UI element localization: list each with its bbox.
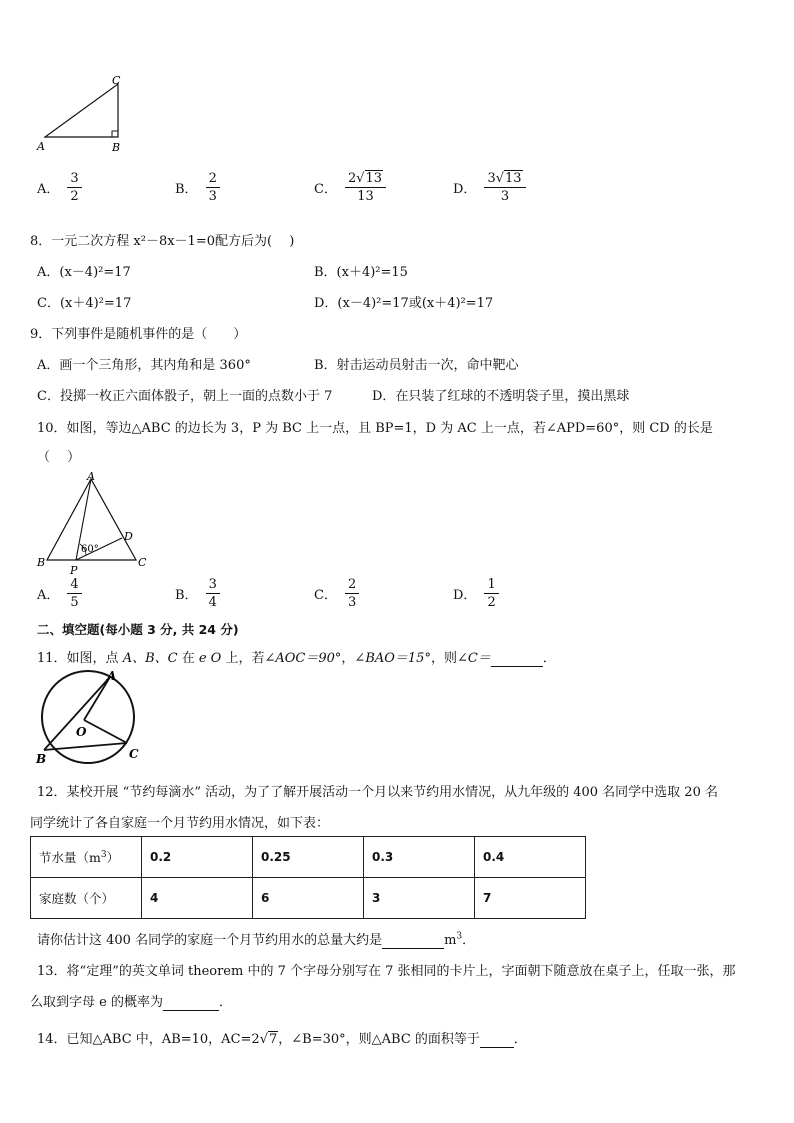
q9-stem: 9．下列事件是随机事件的是（ ） <box>30 327 247 342</box>
q7-option-c-fraction <box>345 172 386 203</box>
table-cell: 4 <box>142 878 253 919</box>
q13-line2-text: 么取到字母 e 的概率为 <box>30 995 163 1010</box>
q11-mid1: 在 <box>177 651 199 666</box>
q10-option-c-fraction <box>345 578 359 609</box>
table-cell: 0.3 <box>364 837 475 878</box>
q7-label-c: C <box>112 74 121 87</box>
q7-triangle <box>45 84 118 137</box>
q12-row1-label <box>31 837 142 878</box>
q11-end: ． <box>542 651 556 666</box>
q11-target: ∠C＝ <box>456 651 491 666</box>
q14-post: ，∠B=30°，则△ABC 的面积等于 <box>278 1032 480 1047</box>
coefficient: 3 <box>487 171 496 186</box>
q8-option-d: D．(x－4)²=17或(x＋4)²=17 <box>314 296 494 311</box>
q11-label-c: C <box>129 747 139 761</box>
q11-separator: ， <box>341 651 355 666</box>
superscript: 3 <box>100 849 107 860</box>
q10-option-d-fraction <box>484 578 498 609</box>
fraction-numerator: 3√13 <box>484 172 525 188</box>
row-label-close: ） <box>106 850 120 865</box>
q7-triangle-diagram <box>30 74 130 156</box>
q12-question-text: 请你估计这 400 名同学的家庭一个月节约用水的总量大约是 <box>37 933 383 948</box>
q10-option-b <box>175 578 220 609</box>
q11-segment-bc <box>44 743 127 750</box>
q7-option-c <box>314 172 386 203</box>
radicand: 13 <box>505 171 522 186</box>
q10-option-c <box>314 578 359 609</box>
q10-option-c-label: C． <box>314 588 337 603</box>
q11-label-a: A <box>107 669 117 683</box>
q9-option-c: C．投掷一枚正六面体骰子，朝上一面的点数小于 7 <box>37 389 333 404</box>
q7-option-d-label: D． <box>453 182 477 197</box>
q7-option-a-label: A． <box>37 182 60 197</box>
table-row <box>31 837 586 878</box>
q12-stem-line1: 12．某校开展 “节约每滴水” 活动，为了了解开展活动一个月以来节约用水情况，从九年级的 400 名同学中选取 20 名 <box>37 785 718 800</box>
q11-prefix: 11．如图，点 <box>37 651 123 666</box>
table-row <box>31 878 586 919</box>
q10-option-d <box>453 578 499 609</box>
q10-option-a-fraction <box>67 578 81 609</box>
fraction-denominator: 2 <box>70 189 79 204</box>
q13-stem-line2 <box>30 991 232 1011</box>
q7-option-a <box>37 172 82 203</box>
q14-answer-blank <box>480 1032 514 1048</box>
q10-option-b-fraction <box>206 578 220 609</box>
q8-stem: 8．一元二次方程 x²－8x－1=0配方后为( ) <box>30 234 295 249</box>
fraction-denominator: 3 <box>208 189 217 204</box>
q11-condition-aoc: ∠AOC＝90° <box>264 651 342 666</box>
q7-option-d-fraction <box>484 172 525 203</box>
q7-option-c-label: C． <box>314 182 337 197</box>
radicand: 13 <box>365 171 383 186</box>
q13-end: ． <box>218 995 232 1010</box>
q10-label-c: C <box>138 556 147 569</box>
q10-option-d-label: D． <box>453 588 477 603</box>
q11-points: A、B、C <box>122 651 178 666</box>
q10-label-p: P <box>70 564 78 576</box>
q10-stem-line1: 10．如图，等边△ABC 的边长为 3，P 为 BC 上一点，且 BP=1，D 为 AC 上一点，若∠APD=60°，则 CD 的长是 <box>37 421 713 436</box>
q11-mid2: 上，若 <box>221 651 265 666</box>
q7-option-b <box>175 172 220 203</box>
table-cell: 0.2 <box>142 837 253 878</box>
fraction-denominator: 3 <box>347 595 357 610</box>
q9-option-d: D．在只装了红球的不透明袋子里，摸出黑球 <box>372 389 630 404</box>
q11-circle: e O <box>198 651 222 666</box>
q10-option-a-label: A． <box>37 588 60 603</box>
q7-right-angle-mark <box>112 131 118 137</box>
q12-end: ． <box>462 933 476 948</box>
q8-option-c: C．(x＋4)²=17 <box>37 296 132 311</box>
q11-answer-blank <box>491 651 543 667</box>
q9-option-a: A．画一个三角形，其内角和是 360° <box>37 358 251 373</box>
q11-segment-ao <box>84 677 110 720</box>
q14-radicand: 7 <box>268 1032 278 1047</box>
q7-option-a-fraction <box>67 172 81 203</box>
q12-row2-label: 家庭数（个） <box>31 878 142 919</box>
q12-stem-line2: 同学统计了各自家庭一个月节约用水情况，如下表： <box>30 816 330 831</box>
q10-label-a: A <box>87 470 95 483</box>
q13-stem-line1: 13．将“定理”的英文单词 theorem 中的 7 个字母分别写在 7 张相同的卡片上，字面朝下随意放在桌子上，任取一张，那 <box>37 964 736 979</box>
q7-option-b-fraction <box>206 172 220 203</box>
fraction-numerator: 1 <box>484 578 498 594</box>
q11-segment-oc <box>84 720 127 743</box>
q7-label-a: A <box>37 140 45 153</box>
q8-option-b: B．(x＋4)²=15 <box>314 265 408 280</box>
q12-answer-blank <box>382 933 444 949</box>
q7-label-b: B <box>112 141 121 154</box>
q11-segment-ba <box>44 677 110 750</box>
q10-option-b-label: B． <box>175 588 198 603</box>
q12-question <box>37 929 475 949</box>
q8-option-a: A．(x－4)²=17 <box>37 265 131 280</box>
q10-label-d: D <box>124 530 133 543</box>
q11-mid3: ，则 <box>430 651 457 666</box>
fraction-numerator: 2 <box>206 172 220 188</box>
q7-option-b-label: B． <box>175 182 198 197</box>
fraction-denominator: 4 <box>208 595 217 610</box>
q11-label-o: O <box>76 725 87 739</box>
q14-stem: 14．已知△ABC 中，AB=10，AC=2√7，∠B=30°，则△ABC 的面积等于 ． <box>37 1032 527 1047</box>
q11-circle-diagram <box>34 668 144 768</box>
fraction-numerator: 3 <box>206 578 220 594</box>
fraction-denominator: 3 <box>500 189 510 204</box>
fraction-denominator: 2 <box>487 595 496 610</box>
coefficient: 2 <box>347 171 357 186</box>
fraction-numerator: 4 <box>67 578 81 594</box>
table-cell: 0.4 <box>475 837 586 878</box>
row-label-text: 节水量（m <box>39 850 101 865</box>
table-cell: 3 <box>364 878 475 919</box>
q11-condition-bao: ∠BAO＝15° <box>354 651 431 666</box>
q11-stem <box>37 647 556 667</box>
q10-label-b: B <box>37 556 46 569</box>
q10-stem-line2: （ ） <box>37 450 81 465</box>
q10-triangle-diagram <box>34 470 154 576</box>
q12-water-table <box>30 836 586 919</box>
q11-label-b: B <box>36 752 47 766</box>
q10-angle-label: 60° <box>81 544 99 555</box>
fraction-numerator: 2√13 <box>345 172 386 188</box>
q14-pre: 14．已知△ABC 中，AB=10，AC=2 <box>37 1032 260 1047</box>
q13-answer-blank <box>163 995 219 1011</box>
fraction-numerator: 2 <box>345 578 359 594</box>
q10-option-a <box>37 578 82 609</box>
fraction-denominator: 13 <box>357 189 374 204</box>
table-cell: 0.25 <box>253 837 364 878</box>
section-2-title: 二、填空题(每小题 3 分, 共 24 分) <box>37 622 239 637</box>
q12-unit: m <box>444 933 457 948</box>
q9-option-b: B．射击运动员射击一次，命中靶心 <box>314 358 519 373</box>
table-cell: 7 <box>475 878 586 919</box>
q14-end: ． <box>513 1032 527 1047</box>
q7-option-d <box>453 172 526 203</box>
table-cell: 6 <box>253 878 364 919</box>
fraction-denominator: 5 <box>70 595 79 610</box>
q12-unit-superscript: 3 <box>456 931 463 942</box>
fraction-numerator: 3 <box>67 172 81 188</box>
